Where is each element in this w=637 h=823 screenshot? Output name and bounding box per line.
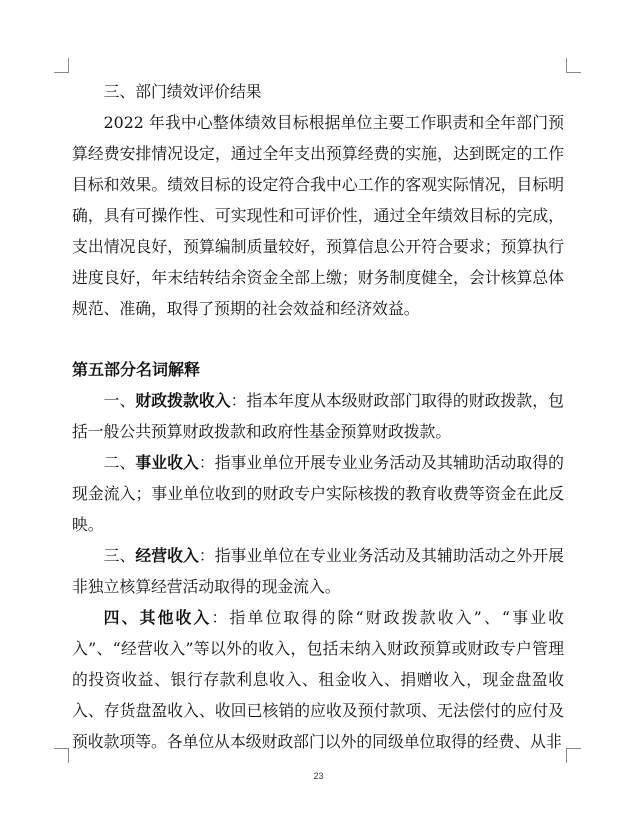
crop-mark-top-right	[566, 58, 581, 73]
definition-prefix: 一、	[103, 391, 136, 410]
part-title: 第五部分名词解释	[72, 360, 201, 379]
definition-term: 经营收入	[135, 546, 199, 565]
definition-colon: ：	[198, 453, 215, 472]
definition-colon: ：	[211, 608, 230, 627]
definition-term: 财政拨款收入	[135, 391, 231, 410]
crop-mark-bottom-left	[54, 748, 69, 763]
definition-item-3	[72, 540, 564, 602]
definition-item-2	[72, 447, 564, 540]
page-content	[72, 76, 564, 757]
section-paragraph: 2022 年我中心整体绩效目标根据单位主要工作职责和全年部门预算经费安排情况设定，通过全年支出预算经费的实施，达到既定的工作目标和效果。绩效目标的设定符合我中心工作的客观实际情况，目标明确，具有可操作性、可实现性和可评价性，通过全年绩效目标的完成，支出情况良好，预算编制质量较好，预算信息公开符合要求；预算执行进度良好，年末结转结余资金全部上缴；财务制度健全，会计核算总体规范、准确，取得了预期的社会效益和经济效益。	[72, 113, 564, 318]
definition-prefix: 四、	[103, 608, 140, 627]
definition-term: 其他收入	[139, 608, 212, 627]
page-number: 23	[313, 771, 324, 781]
crop-mark-top-left	[54, 58, 69, 73]
definition-prefix: 三、	[103, 546, 136, 565]
section-heading: 三、部门绩效评价结果	[103, 82, 262, 101]
definition-text: 指事业单位在专业业务活动及其辅助活动之外开展非独立核算经营活动取得的现金流入。	[72, 546, 564, 596]
definition-item-1	[72, 385, 564, 447]
definition-colon: ：	[198, 546, 215, 565]
crop-mark-bottom-right	[566, 748, 581, 763]
definition-text: 指事业单位开展专业业务活动及其辅助活动取得的现金流入；事业单位收到的财政专户实际核拨的教育收费等资金在此反映。	[72, 453, 564, 534]
definition-prefix: 二、	[103, 453, 136, 472]
definition-text: 指单位取得的除“财政拨款收入”、“事业收入”、“经营收入”等以外的收入，包括未纳入财政预算或财政专户管理的投资收益、银行存款利息收入、租金收入、捐赠收入，现金盘盈收入、存货盘盈收入、收回已核销的应收及预付款项、无法偿付的应付及预收款项等。各单位从本级财政部门以外的同级单位取得的经费、从非	[72, 608, 564, 751]
definition-colon: ：	[230, 391, 247, 410]
definition-term: 事业收入	[135, 453, 199, 472]
definition-item-4	[72, 602, 564, 757]
definition-text: 指本年度从本级财政部门取得的财政拨款，包括一般公共预算财政拨款和政府性基金预算财政拨款。	[72, 391, 564, 441]
